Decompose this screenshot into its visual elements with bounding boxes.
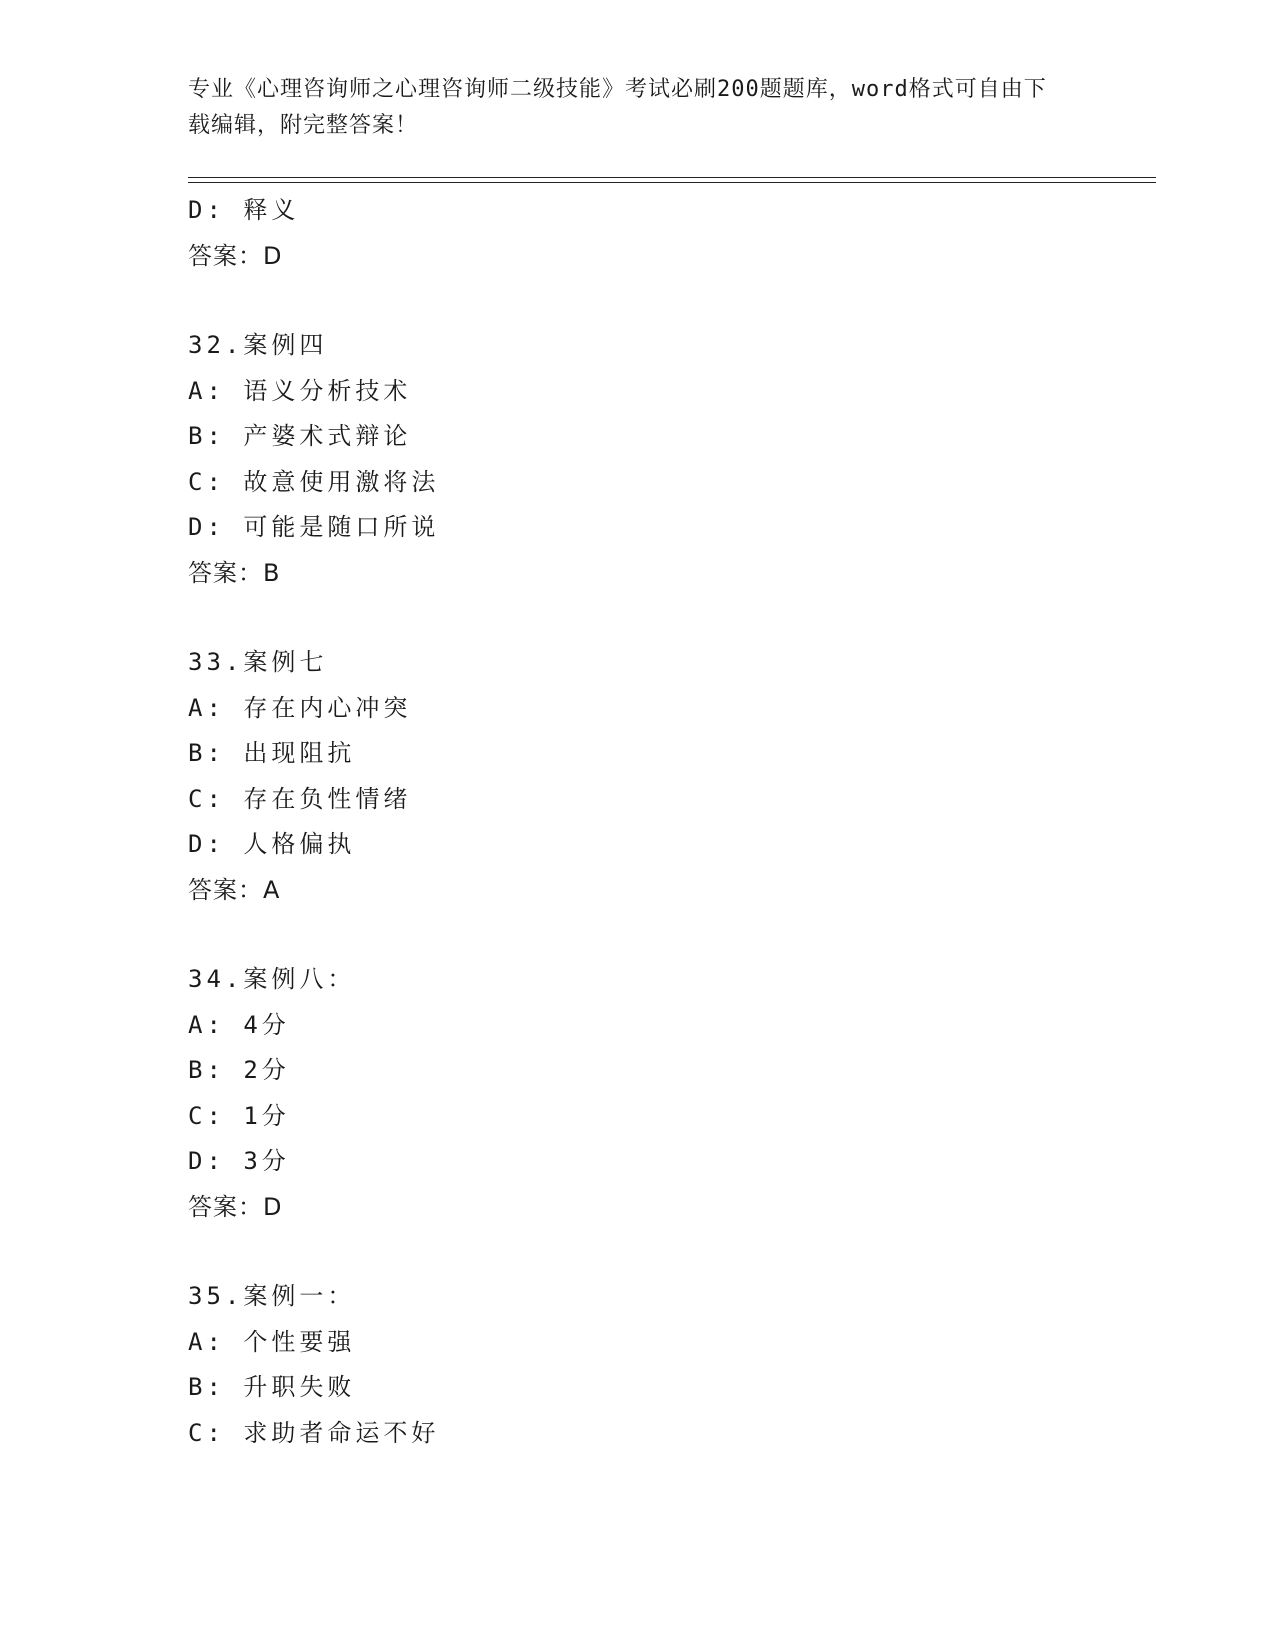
question-title: 35.案例一： bbox=[188, 1282, 356, 1310]
option-a: A: 存在内心冲突 bbox=[188, 693, 412, 722]
option-c: C: 求助者命运不好 bbox=[188, 1418, 440, 1447]
question-33 bbox=[188, 640, 1148, 913]
option-c: C: 故意使用激将法 bbox=[188, 467, 440, 496]
answer-line: 答案：D bbox=[188, 241, 283, 270]
option-d: D: 释义 bbox=[188, 196, 300, 224]
option-d: D: 人格偏执 bbox=[188, 830, 356, 858]
option-c: C: 1分 bbox=[188, 1101, 290, 1130]
option-d: D: 3分 bbox=[188, 1147, 290, 1175]
option-b: B: 2分 bbox=[188, 1056, 290, 1084]
option-d: D: 可能是随口所说 bbox=[188, 513, 440, 541]
spacer bbox=[188, 913, 1148, 957]
question-title: 32.案例四 bbox=[188, 331, 328, 359]
question-list bbox=[188, 188, 1148, 1456]
header-double-rule bbox=[188, 177, 1156, 183]
question-title: 33.案例七 bbox=[188, 648, 328, 676]
question-35 bbox=[188, 1274, 1148, 1456]
option-b: B: 出现阻抗 bbox=[188, 739, 356, 767]
answer-line: 答案：D bbox=[188, 1192, 283, 1221]
carryover-question-tail bbox=[188, 188, 1148, 279]
header-intro-text: 专业《心理咨询师之心理咨询师二级技能》考试必刷200题题库，word格式可自由下载编辑，附完整答案！ bbox=[188, 77, 1047, 138]
question-34 bbox=[188, 957, 1148, 1230]
option-a: A: 个性要强 bbox=[188, 1327, 356, 1356]
question-title: 34.案例八： bbox=[188, 965, 356, 993]
answer-line: 答案：B bbox=[188, 558, 281, 587]
spacer bbox=[188, 596, 1148, 640]
option-b: B: 升职失败 bbox=[188, 1373, 356, 1401]
spacer bbox=[188, 1230, 1148, 1274]
question-32 bbox=[188, 323, 1148, 596]
option-b: B: 产婆术式辩论 bbox=[188, 422, 412, 450]
option-a: A: 4分 bbox=[188, 1010, 290, 1039]
spacer bbox=[188, 279, 1148, 323]
option-c: C: 存在负性情绪 bbox=[188, 784, 412, 813]
option-a: A: 语义分析技术 bbox=[188, 376, 412, 405]
document-header bbox=[188, 72, 1068, 144]
answer-line: 答案：A bbox=[188, 875, 281, 904]
